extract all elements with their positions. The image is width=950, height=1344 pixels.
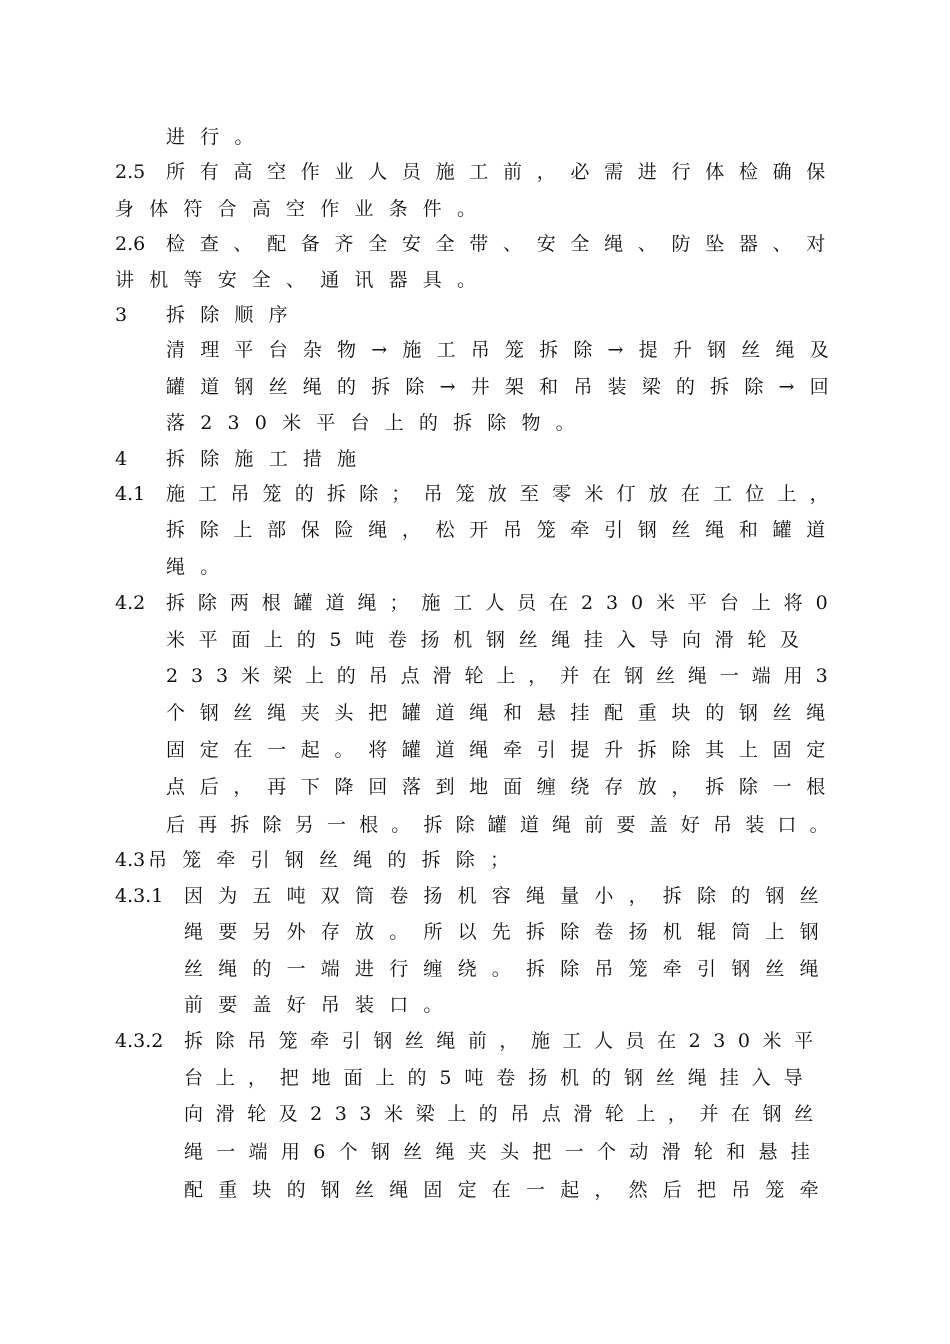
line-text: 检查、配备齐全安全带、安全绳、防坠器、对 [166,233,841,255]
line-text: 所有高空作业人员施工前，必需进行体检确保 [166,161,841,183]
line-text: 向滑轮及233米梁上的吊点滑轮上，并在钢丝 [184,1103,826,1125]
line-text: 丝绳的一端进行缠绕。拆除吊笼牵引钢丝绳 [184,958,834,980]
line-text: 拆除上部保险绳，松开吊笼牵引钢丝绳和罐道 [166,519,841,541]
section-number: 3 [115,304,128,326]
line-text: 施工吊笼的拆除；吊笼放至零米仃放在工位上， [166,483,842,505]
line-text: 拆除施工措施 [166,448,372,470]
line-text: 拆除吊笼牵引钢丝绳前，施工人员在230米平 [184,1030,826,1052]
line-text: 身体符合高空作业条件。 [115,198,492,220]
line-text: 233米梁上的吊点滑轮上，并在钢丝绳一端用3 [166,665,841,687]
section-number: 2.6 [115,233,146,255]
line-text: 配重块的钢丝绳固定在一起，然后把吊笼牵 [184,1179,834,1201]
section-number: 4.1 [115,483,146,505]
line-text: 清理平台杂物→施工吊笼拆除→提升钢丝绳及 [166,339,844,361]
line-text: 后再拆除另一根。拆除罐道绳前要盖好吊装口。 [166,814,842,836]
line-text: 讲机等安全、通讯器具。 [115,269,492,291]
line-text: 进行。 [166,126,269,148]
section-number: 4.3 [115,849,146,871]
line-text: 米平面上的5吨卷扬机钢丝绳挂入导向滑轮及 [166,629,813,651]
line-text: 个钢丝绳夹头把罐道绳和悬挂配重块的钢丝绳 [166,702,841,724]
section-number: 4.3.1 [115,885,164,907]
line-text: 拆除顺序 [166,304,303,326]
section-number: 4.3.2 [115,1030,164,1052]
line-text: 台上，把地面上的5吨卷扬机的钢丝绳挂入导 [184,1067,816,1089]
section-number: 4 [115,448,128,470]
line-text: 吊笼牵引钢丝绳的拆除； [148,849,525,871]
line-text: 因为五吨双筒卷扬机容绳量小，拆除的钢丝 [184,885,834,907]
line-text: 绳。 [166,556,235,578]
section-number: 2.5 [115,161,146,183]
line-text: 前要盖好吊装口。 [184,994,458,1016]
line-text: 绳要另外存放。所以先拆除卷扬机辊筒上钢 [184,921,834,943]
section-number: 4.2 [115,592,146,614]
line-text: 落230米平台上的拆除物。 [166,412,590,434]
line-text: 绳一端用6个钢丝绳夹头把一个动滑轮和悬挂 [184,1141,824,1163]
line-text: 固定在一起。将罐道绳牵引提升拆除其上固定 [166,739,841,761]
line-text: 拆除两根罐道绳；施工人员在230米平台上将0 [166,592,841,614]
line-text: 点后，再下降回落到地面缠绕存放，拆除一根 [166,776,841,798]
line-text: 罐道钢丝绳的拆除→井架和吊装梁的拆除→回 [166,376,844,398]
